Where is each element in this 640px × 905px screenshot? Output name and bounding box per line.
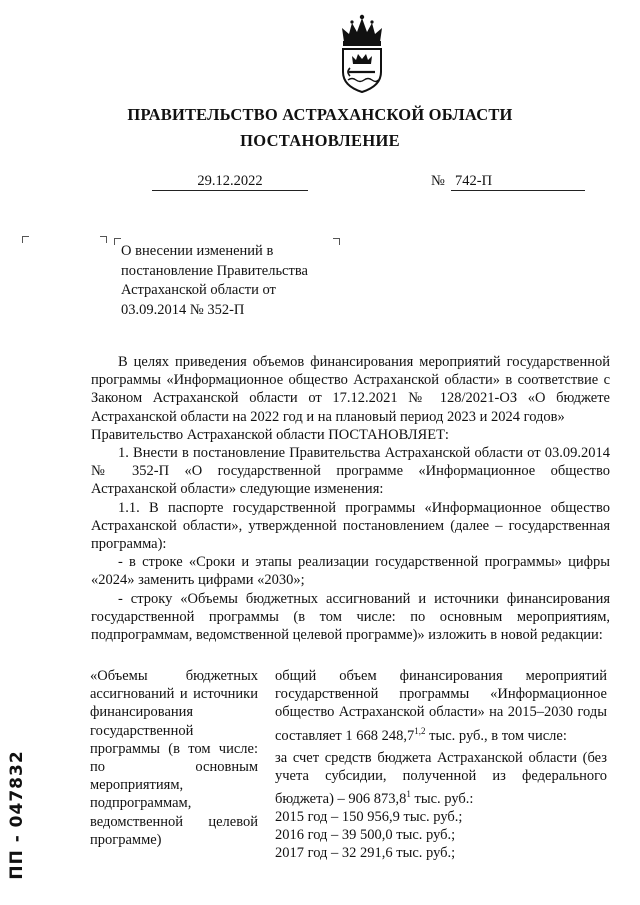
organization-title: ПРАВИТЕЛЬСТВО АСТРАХАНСКОЙ ОБЛАСТИ (127, 105, 513, 124)
serial-stamp (6, 740, 28, 890)
document-number: 742-П (451, 172, 585, 191)
year-row: 2015 год – 150 956,9 тыс. руб.; (275, 809, 463, 826)
body-paragraph: 1.1. В паспорте государственной программы «Информационное общество Астраханской области», утвержденной постановлением (далее – государственная программа): (91, 499, 610, 553)
regional-budget-text: за счет средств бюджета Астраханской области (без учета субсидии, полученной из федерального бюджета) – 906 873,8 (275, 749, 607, 807)
body-paragraph: - строку «Объемы бюджетных ассигнований и источники финансирования государственной программы (в том числе: по основным мероприятиям, подпрограммам, ведомственной целевой программе)» изложить в новой редакции: (91, 590, 610, 644)
footnote-ref: 1,2 (414, 725, 426, 736)
document-type: ПОСТАНОВЛЕНИЕ (240, 131, 400, 150)
document-number-label: № (431, 173, 445, 189)
serial-number: ПП - 047832 (7, 750, 27, 880)
document-date: 29.12.2022 (152, 172, 308, 191)
regional-budget-funding (275, 749, 607, 808)
table-right-cell (275, 667, 607, 863)
corner-mark (100, 236, 107, 243)
table-left-cell: «Объемы бюджетных ассигнований и источники финансирования государственной программы (в том числе: по основным мероприятиям, подпрограммам, ведомственной целевой программе) (90, 668, 258, 848)
body-paragraph: В целях приведения объемов финансирования мероприятий государственной программы «Информационное общество Астраханской области» в соответствие с Законом Астраханской области от 17.12.2021 № 128/2021-ОЗ «О бюджете Астраханской области на 2022 год и на плановый период 2023 и 2024 годов» (91, 354, 610, 425)
year-row: 2016 год – 39 500,0 тыс. руб.; (275, 827, 456, 844)
document-subject: О внесении изменений в постановление Правительства Астраханской области от 03.09.2014 № 352-П (121, 243, 308, 318)
astrakhan-coat-of-arms-icon (336, 14, 388, 94)
body-paragraph: 1. Внести в постановление Правительства Астраханской области от 03.09.2014 № 352-П «О государственной программе «Информационное общество Астраханской области» следующие изменения: (91, 445, 610, 498)
total-funding (275, 667, 607, 745)
document-body (91, 353, 610, 644)
regional-budget-unit: тыс. руб.: (410, 790, 474, 807)
body-paragraph: - в строке «Сроки и этапы реализации государственной программы» цифры «2024» заменить цифрами «2030»; (91, 554, 610, 589)
total-funding-unit: тыс. руб., в том числе: (425, 727, 567, 744)
corner-mark (22, 236, 29, 243)
year-row: 2017 год – 32 291,6 тыс. руб.; (275, 845, 456, 862)
total-funding-text: общий объем финансирования мероприятий государственной программы «Информационное общество Астраханской области» на 2015–2030 годы составляет 1 668 248,7 (275, 668, 607, 744)
body-paragraph: Правительство Астраханской области ПОСТАНОВЛЯЕТ: (91, 426, 449, 443)
corner-mark (114, 238, 121, 245)
footnote-ref: 1 (406, 789, 411, 800)
